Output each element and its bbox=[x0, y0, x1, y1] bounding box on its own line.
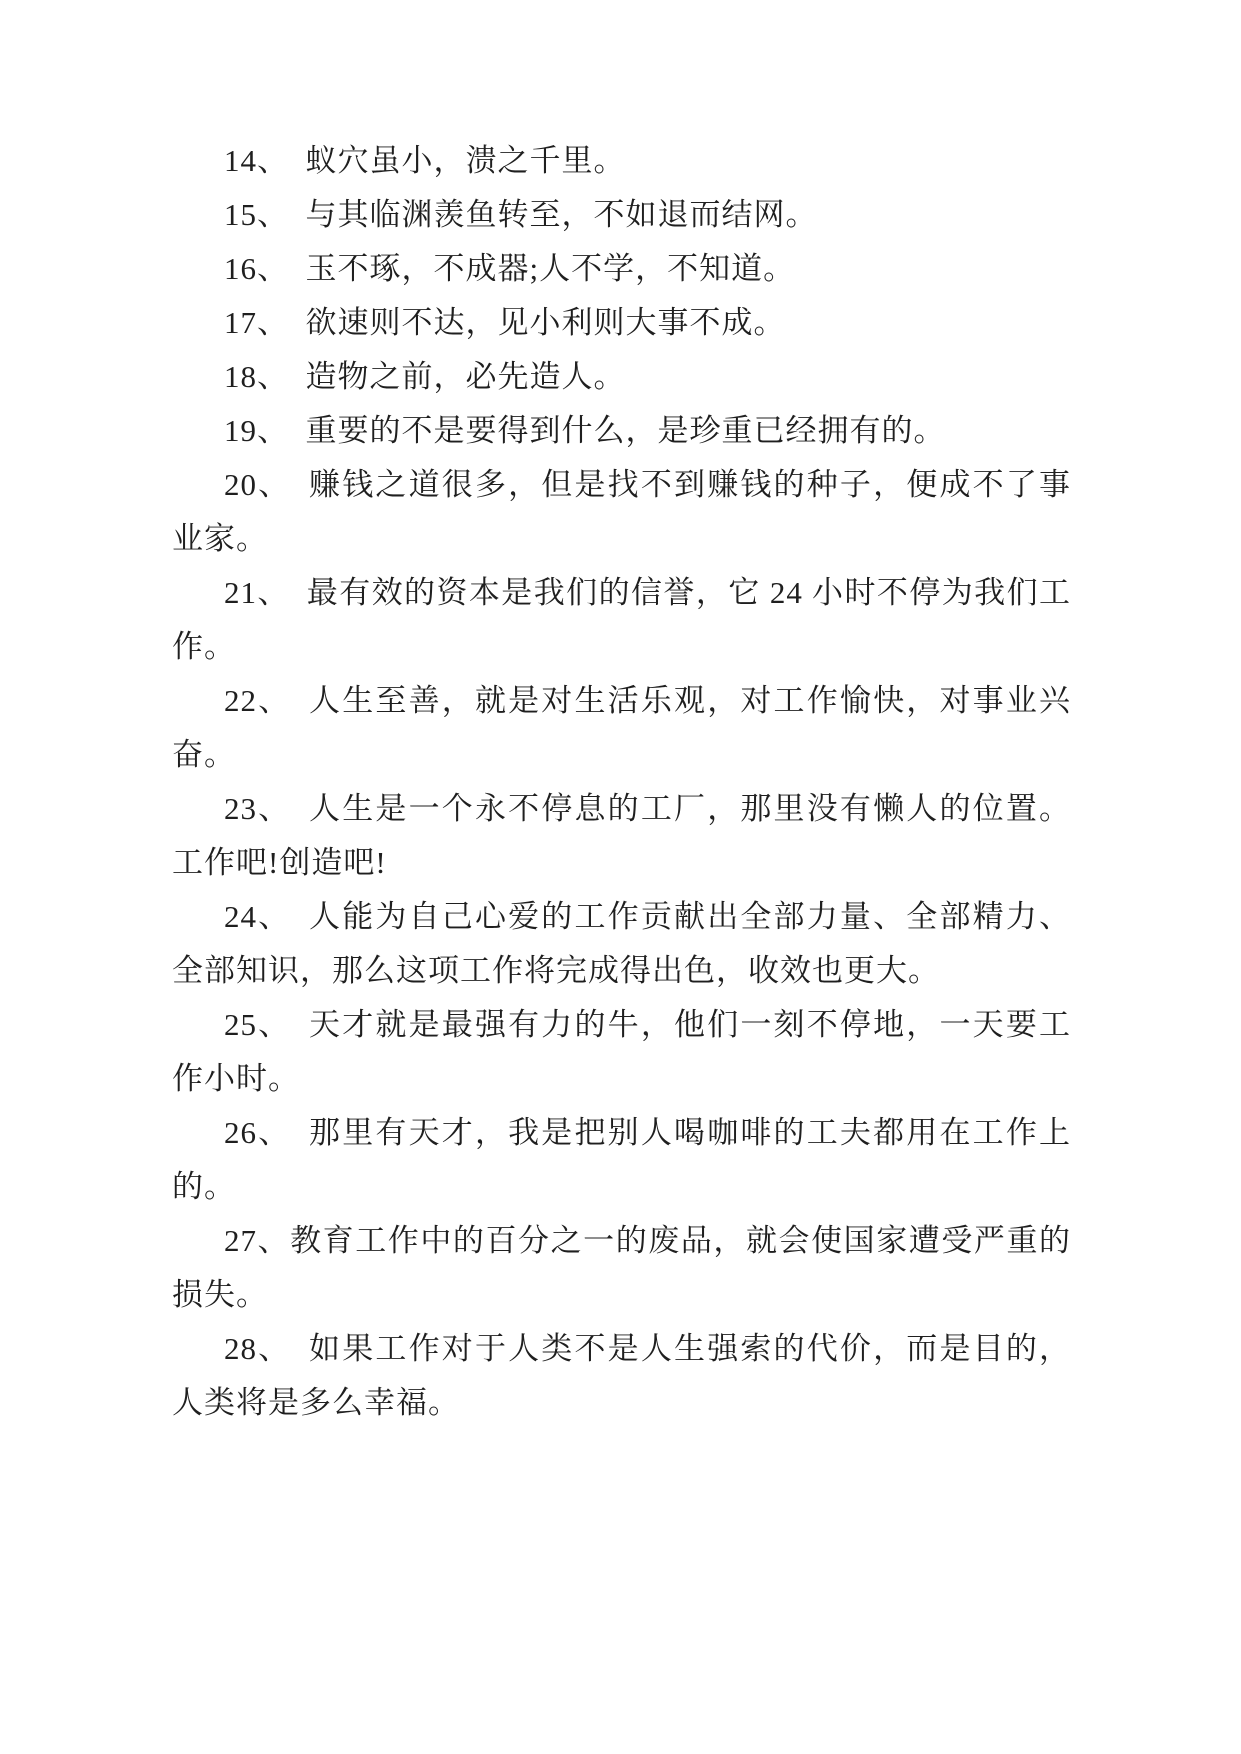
quote-item-14: 14、 蚁穴虽小，溃之千里。 bbox=[224, 143, 626, 178]
quote-item-24: 24、 人能为自己心爱的工作贡献出全部力量、全部精力、全部知识，那么这项工作将完成得出色，收效也更大。 bbox=[172, 899, 1071, 988]
quote-item-23: 23、 人生是一个永不停息的工厂，那里没有懒人的位置。工作吧!创造吧! bbox=[172, 791, 1071, 880]
quote-item-15: 15、 与其临渊羡鱼转至，不如退而结网。 bbox=[224, 197, 818, 232]
quote-item-25: 25、 天才就是最强有力的牛，他们一刻不停地，一天要工作小时。 bbox=[172, 1007, 1071, 1096]
quote-item-27: 27、教育工作中的百分之一的废品，就会使国家遭受严重的损失。 bbox=[172, 1223, 1071, 1312]
quote-item-22: 22、 人生至善，就是对生活乐观，对工作愉快，对事业兴奋。 bbox=[172, 683, 1071, 772]
quote-item-21: 21、 最有效的资本是我们的信誉，它 24 小时不停为我们工作。 bbox=[172, 575, 1071, 664]
quote-item-26: 26、 那里有天才，我是把别人喝咖啡的工夫都用在工作上的。 bbox=[172, 1115, 1071, 1204]
quote-item-20: 20、 赚钱之道很多，但是找不到赚钱的种子，便成不了事业家。 bbox=[172, 467, 1071, 556]
quote-item-18: 18、 造物之前，必先造人。 bbox=[224, 359, 626, 394]
quote-item-28: 28、 如果工作对于人类不是人生强索的代价，而是目的，人类将是多么幸福。 bbox=[172, 1331, 1071, 1420]
quote-item-17: 17、 欲速则不达，见小利则大事不成。 bbox=[224, 305, 786, 340]
quote-item-16: 16、 玉不琢，不成器;人不学，不知道。 bbox=[224, 251, 796, 286]
quote-item-19: 19、 重要的不是要得到什么，是珍重已经拥有的。 bbox=[224, 413, 946, 448]
